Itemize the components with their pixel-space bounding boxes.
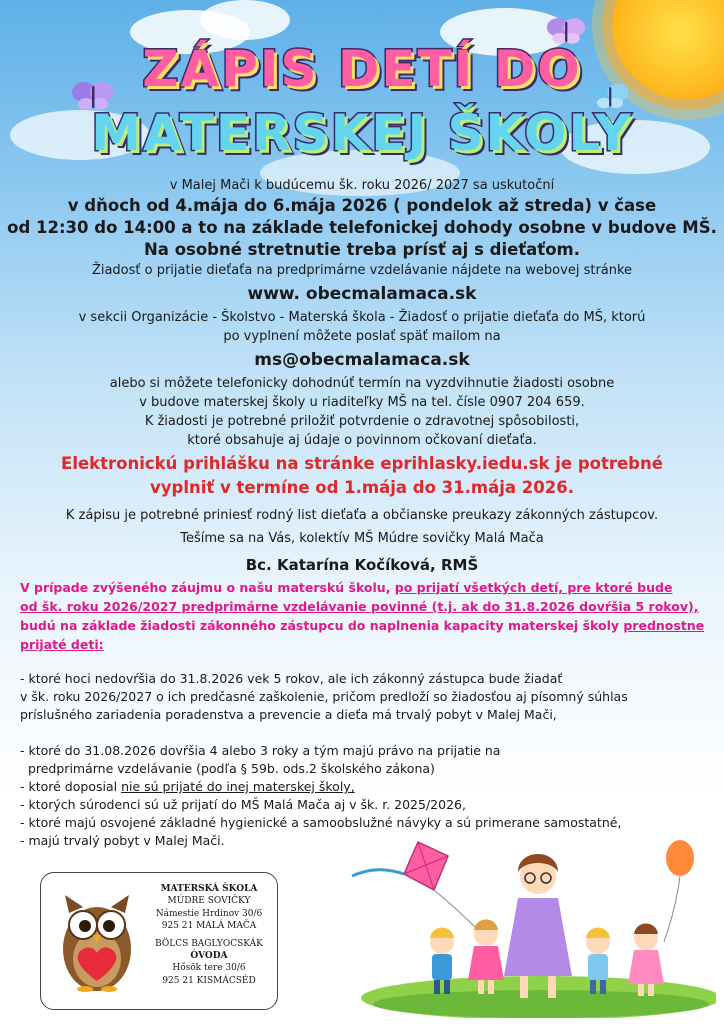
logo-line: MATERSKÁ ŠKOLA xyxy=(160,884,258,894)
intro-line: ktoré obsahuje aj údaje o povinnom očkovaní dieťaťa. xyxy=(187,433,537,448)
priority-line xyxy=(20,597,710,616)
electronic-line-1: Elektronickú prihlášku na stránke eprihlasky.iedu.sk je potrebné xyxy=(61,454,663,473)
intro-line: v budove materskej školy u riaditeľky MŠ na tel. čísle 0907 204 659. xyxy=(139,395,585,410)
documents-text: K zápisu je potrebné priniesť rodný list dieťaťa a občianske preukazy zákonných zástupcov. xyxy=(65,508,659,523)
condition-line: príslušného zariadenia poradenstva a prevencie a dieťa má trvalý pobyt v Malej Mači, xyxy=(20,707,557,722)
title-line-2: MATERSKEJ ŠKOLY xyxy=(91,104,633,162)
conditions-list-2 xyxy=(20,742,710,850)
priority-block xyxy=(20,578,710,654)
priority-text: budú na základe žiadosti zákonného zástupcu do naplnenia kapacity materskej školy xyxy=(20,618,624,633)
signature: Bc. Katarína Kočíková, RMŠ xyxy=(245,556,479,574)
intro-line: od 12:30 do 14:00 a to na základe telefonickej dohody osobne v budove MŠ. xyxy=(7,218,717,237)
condition-line: - ktoré majú osvojené základné hygienické a samoobslužné návyky a sú primerane samostatné, xyxy=(20,815,622,830)
condition-line: - ktoré hoci nedovŕšia do 31.8.2026 vek 5 rokov, ale ich zákonný zástupca bude žiadať xyxy=(20,671,563,686)
intro-line: K žiadosti je potrebné priložiť potvrdenie o zdravotnej spôsobilosti, xyxy=(144,414,580,429)
website-link[interactable]: www. obecmalamaca.sk xyxy=(247,284,477,304)
priority-underlined: po prijatí všetkých detí, pre ktoré bude xyxy=(394,580,673,595)
condition-underlined: nie sú prijaté do inej materskej školy, xyxy=(121,779,355,794)
conditions-list-1 xyxy=(20,670,710,724)
priority-underlined: prijaté deti: xyxy=(20,637,104,652)
kite-icon xyxy=(352,842,478,930)
condition-line: - majú trvalý pobyt v Malej Mači. xyxy=(20,833,225,848)
owl-logo-icon xyxy=(55,893,139,993)
intro-line: v dňoch od 4.mája do 6.mája 2026 ( pondelok až streda) v čase xyxy=(67,196,657,215)
logo-line: 925 21 MALÁ MAČA xyxy=(161,921,257,932)
condition-text: - ktoré doposial xyxy=(20,779,122,794)
priority-line xyxy=(20,635,710,654)
cloud xyxy=(200,0,290,40)
logo-line: 925 21 KISMÁCSÉD xyxy=(162,975,256,986)
title-line-1: ZÁPIS DETÍ DO xyxy=(142,40,582,98)
logo-line: MÚDRE SOVIČKY xyxy=(167,896,251,907)
priority-underlined: prednostne xyxy=(623,618,705,633)
condition-line: predprimárne vzdelávanie (podľa § 59b. ods.2 školského zákona) xyxy=(20,761,435,776)
logo-line: Hősök tere 30/6 xyxy=(172,963,246,974)
intro-line: po vyplnení môžete poslať späť mailom na xyxy=(223,329,501,344)
condition-line: - ktorých súrodenci sú už prijatí do MŠ Malá Mača aj v šk. r. 2025/2026, xyxy=(20,797,466,812)
school-logo-box xyxy=(40,872,278,1010)
priority-line xyxy=(20,616,710,635)
intro-line: Na osobné stretnutie treba prísť aj s dieťaťom. xyxy=(144,240,580,259)
balloon-icon xyxy=(664,840,694,942)
logo-line: Námestie Hrdinov 30/6 xyxy=(155,908,263,919)
priority-text: V prípade zvýšeného záujmu o našu materskú školu, xyxy=(20,580,395,595)
electronic-line-2: vyplniť v termíne od 1.mája do 31.mája 2026. xyxy=(150,478,574,497)
priority-line xyxy=(20,578,710,597)
intro-line: v Malej Mači k budúcemu šk. roku 2026/ 2027 sa uskutoční xyxy=(169,178,555,193)
closing-block xyxy=(0,506,724,576)
electronic-notice xyxy=(0,452,724,500)
logo-line: ÓVODA xyxy=(190,951,228,962)
intro-line: v sekcii Organizácie - Školstvo - Materská škola - Žiadosť o prijatie dieťaťa do MŠ, ktorú xyxy=(78,310,646,325)
logo-line: BÖLCS BAGLYOCSKÁK xyxy=(155,938,263,949)
intro-block xyxy=(0,176,724,450)
family-illustration xyxy=(346,838,716,1018)
greeting-text: Tešíme sa na Vás, kolektív MŠ Múdre sovičky Malá Mača xyxy=(180,531,544,546)
condition-line: - ktoré do 31.08.2026 dovŕšia 4 alebo 3 roky a tým majú právo na prijatie na xyxy=(20,743,501,758)
priority-underlined: od šk. roku 2026/2027 predprimárne vzdelávanie povinné (t.j. ak do 31.8.2026 dovŕšia 5 rokov), xyxy=(20,599,699,614)
condition-line xyxy=(20,778,710,796)
school-address xyxy=(145,883,273,987)
email-link[interactable]: ms@obecmalamaca.sk xyxy=(254,350,470,370)
condition-line: v šk. roku 2026/2027 o ich predčasné zaškolenie, pričom predloží so žiadosťou aj písomný súhlas xyxy=(20,689,628,704)
intro-line: Žiadosť o prijatie dieťaťa na predprimárne vzdelávanie nájdete na webovej stránke xyxy=(91,263,633,278)
intro-line: alebo si môžete telefonicky dohodnúť termín na vyzdvihnutie žiadosti osobne xyxy=(109,376,615,391)
